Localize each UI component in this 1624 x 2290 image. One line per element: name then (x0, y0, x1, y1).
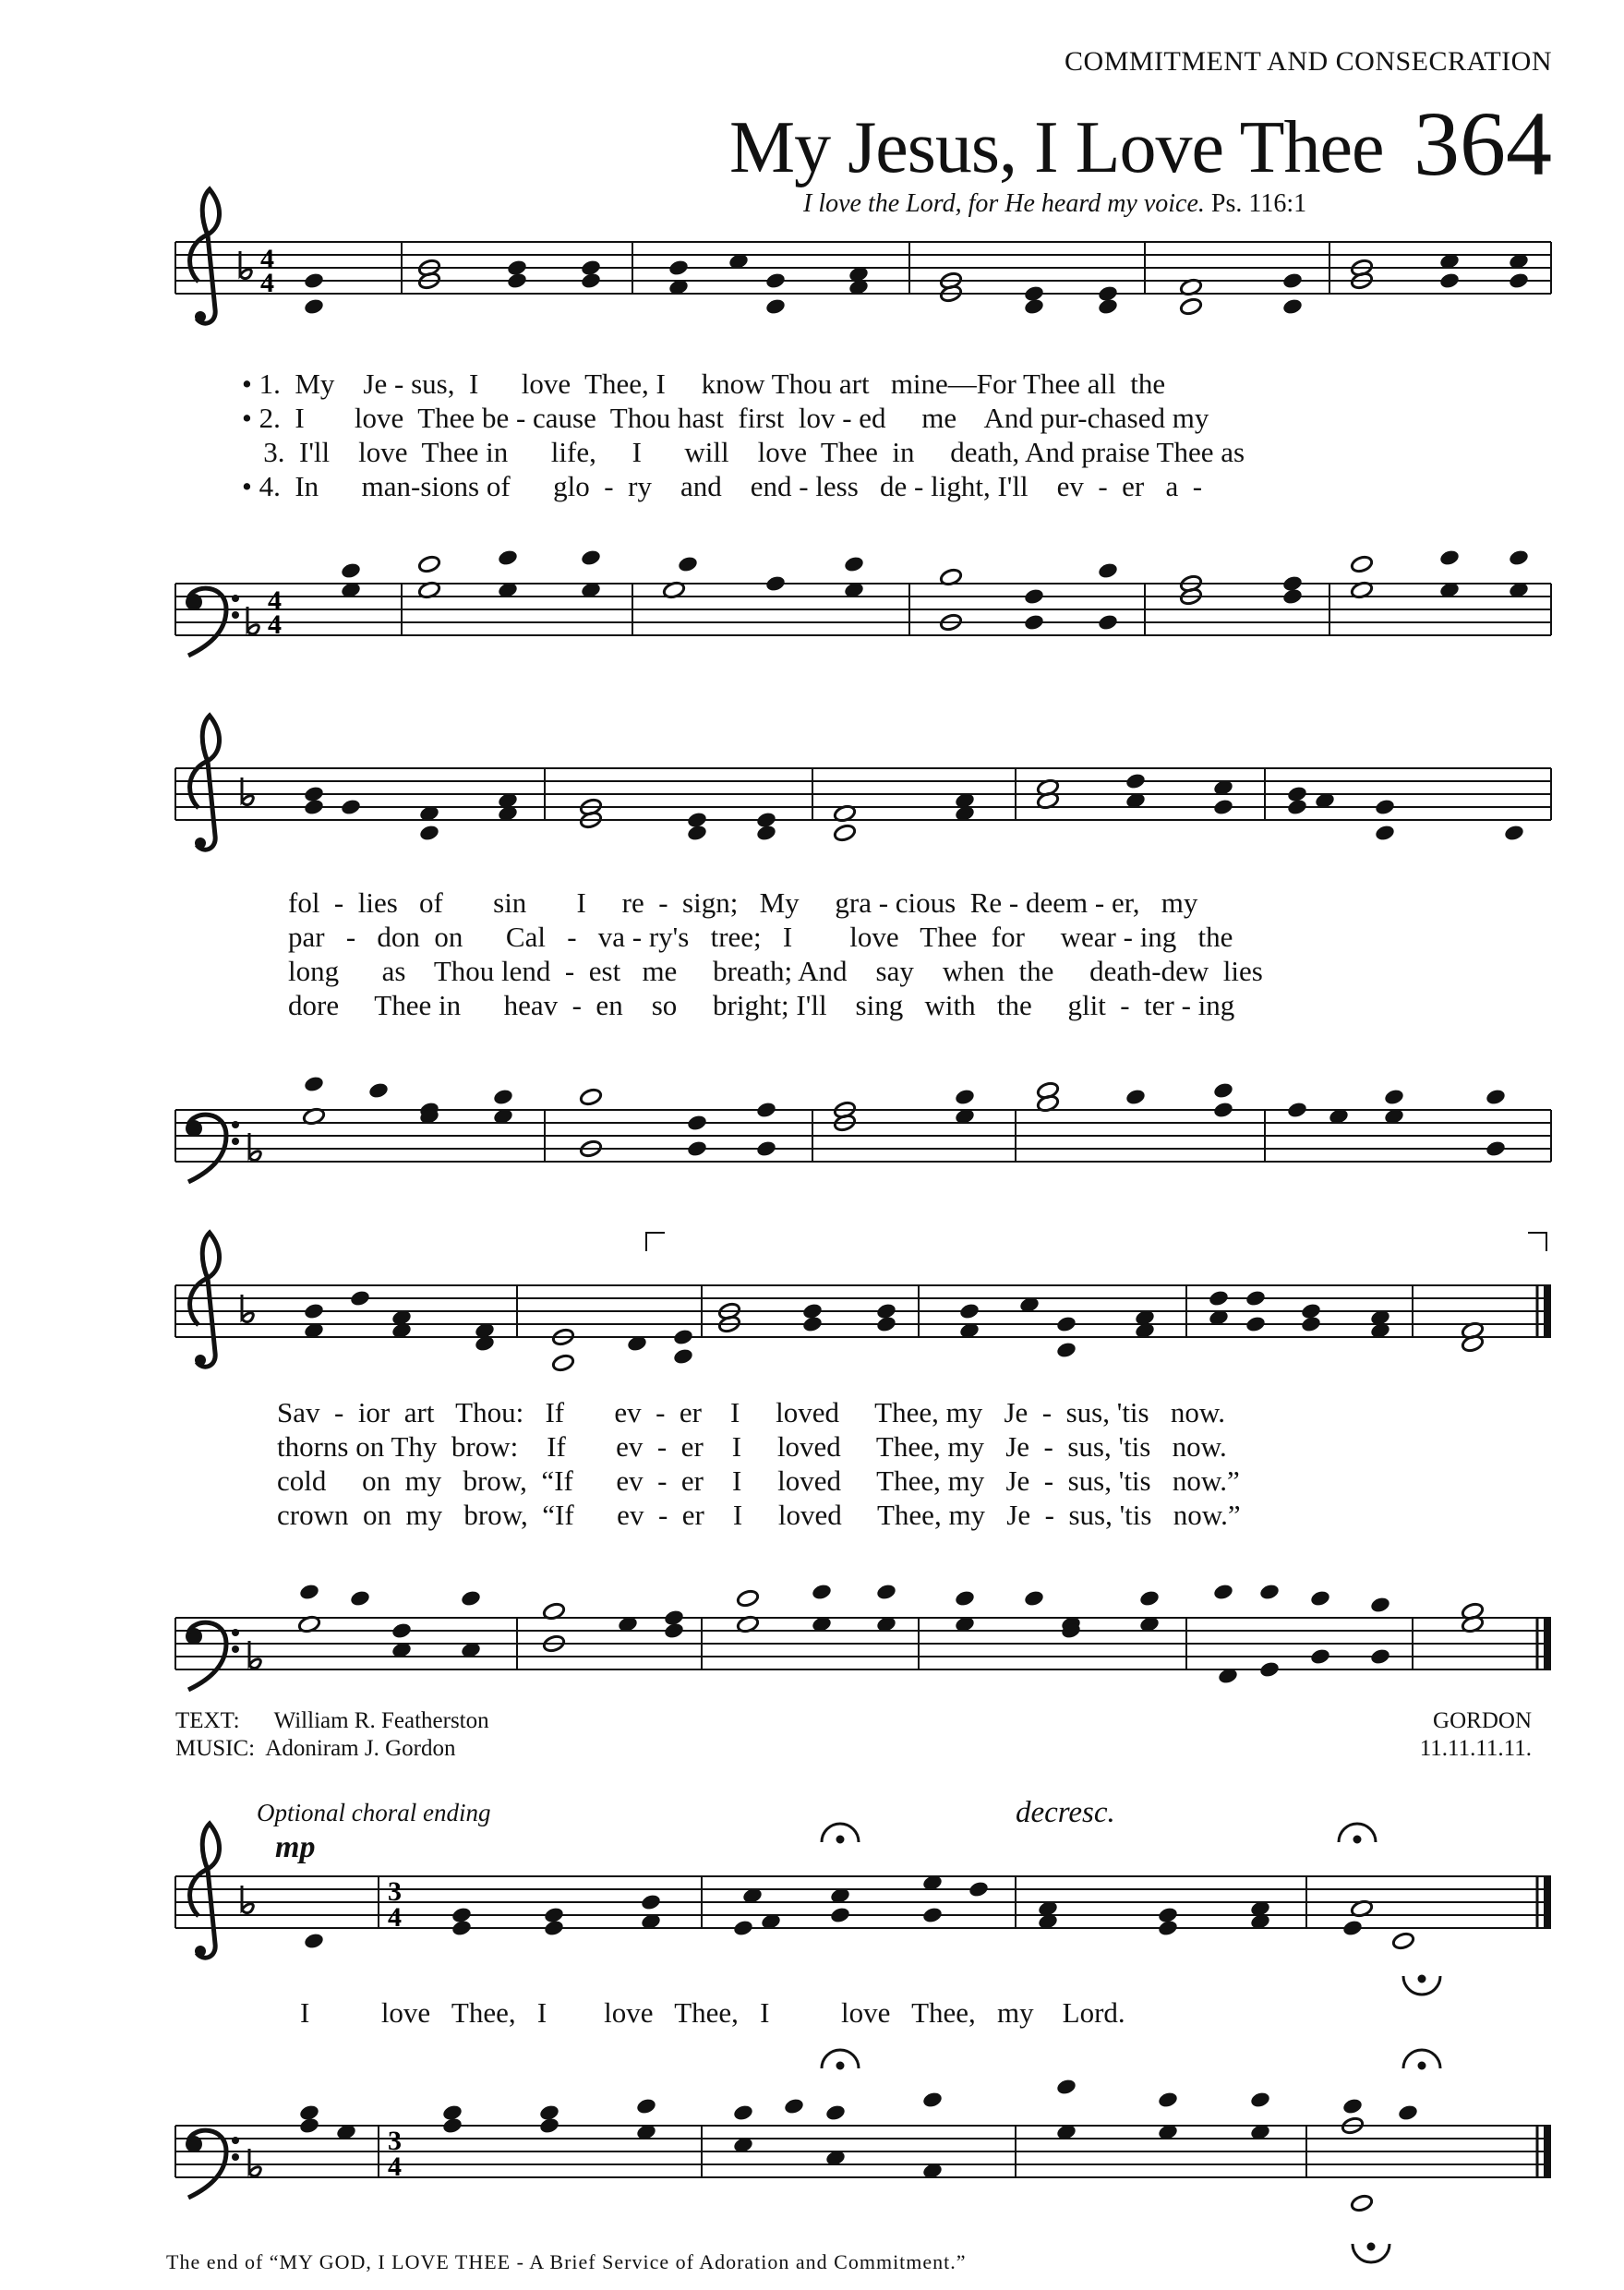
system-2-verse-2: par - don on Cal - va - ry's tree; I love Thee for wear - ing the (288, 921, 1233, 953)
system-3-treble-staff (175, 1285, 1551, 1337)
system-3-verse-2: thorns on Thy brow: If ev - er I loved Thee, my Je - sus, 'tis now. (277, 1430, 1227, 1463)
system-1-verse-2: • 2. I love Thee be - cause Thou hast first lov - ed me And pur-chased my (242, 402, 1209, 434)
footer-note: The end of “MY GOD, I LOVE THEE - A Brief Service of Adoration and Commitment.” (166, 2250, 967, 2273)
system-1-verse-1: • 1. My Je - sus, I love Thee, I know Thou art mine—For Thee all the (242, 368, 1166, 400)
system-2-treble-staff (175, 768, 1551, 820)
system-2-bass-notes (302, 1075, 1507, 1158)
system-3-verse-4: crown on my brow, “If ev - er I loved Thee, my Je - sus, 'tis now.” (277, 1499, 1241, 1531)
ending-treble-notes (303, 1874, 1415, 1950)
svg-text:4: 4 (388, 1902, 402, 1933)
ending-bass-notes (298, 2078, 1419, 2212)
svg-text:4: 4 (260, 244, 274, 274)
optional-ending-label: Optional choral ending (257, 1799, 491, 1826)
svg-text:4: 4 (268, 585, 282, 616)
text-author: William R. Featherston (273, 1708, 489, 1733)
system-3-verse-1: Sav - ior art Thou: If ev - er I loved Thee, my Je - sus, 'tis now. (277, 1396, 1225, 1428)
meter: 11.11.11.11. (1419, 1736, 1532, 1761)
svg-text:3: 3 (388, 2126, 402, 2156)
decrescendo-mark: decresc. (1016, 1796, 1115, 1829)
system-1-bass-staff (175, 584, 1551, 635)
text-label: TEXT: (175, 1708, 240, 1733)
scripture-reference: Ps. 116:1 (1210, 189, 1307, 218)
system-1-verse-4: • 4. In man-sions of glo - ry and end - less de - light, I'll ev - er a - (242, 470, 1203, 502)
svg-text:3: 3 (388, 1876, 402, 1907)
hymn-number: 364 (1413, 92, 1552, 195)
section-title: COMMITMENT AND CONSECRATION (1065, 46, 1552, 77)
music-label: MUSIC: (175, 1736, 256, 1761)
tune-name: GORDON (1433, 1708, 1532, 1733)
system-2-verse-3: long as Thou lend - est me breath; And say when the death-dew lies (288, 955, 1263, 987)
system-1-bass-notes (340, 548, 1530, 632)
text-credit (175, 1708, 489, 1734)
system-2-verse-1: fol - lies of sin I re - sign; My gra - cious Re - deem - er, my (288, 886, 1198, 919)
scripture-text: I love the Lord, for He heard my voice. (803, 189, 1205, 218)
system-3-verse-3: cold on my brow, “If ev - er I loved Thee, my Je - sus, 'tis now.” (277, 1464, 1240, 1497)
dynamic-mp: mp (275, 1830, 316, 1864)
system-3-bass-staff (175, 1618, 1551, 1669)
system-2-verse-4: dore Thee in heav - en so bright; I'll sing with the glit - ter - ing (288, 989, 1235, 1021)
system-1-treble-notes (303, 252, 1530, 316)
svg-text:4: 4 (260, 268, 274, 298)
music-author: Adoniram J. Gordon (265, 1736, 456, 1761)
svg-text:4: 4 (388, 2151, 402, 2182)
system-3-treble-notes (303, 1289, 1485, 1372)
svg-text:4: 4 (268, 609, 282, 640)
ending-treble-staff (175, 1876, 1551, 1928)
ending-lyrics: I love Thee, I love Thee, I love Thee, my Lord. (300, 1996, 1125, 2029)
system-1-verse-3: 3. I'll love Thee in life, I will love Thee in death, And praise Thee as (242, 436, 1245, 468)
hymn-title: My Jesus, I Love Thee (729, 107, 1384, 188)
music-credit (175, 1736, 456, 1762)
ending-bass-staff (175, 2126, 1551, 2177)
